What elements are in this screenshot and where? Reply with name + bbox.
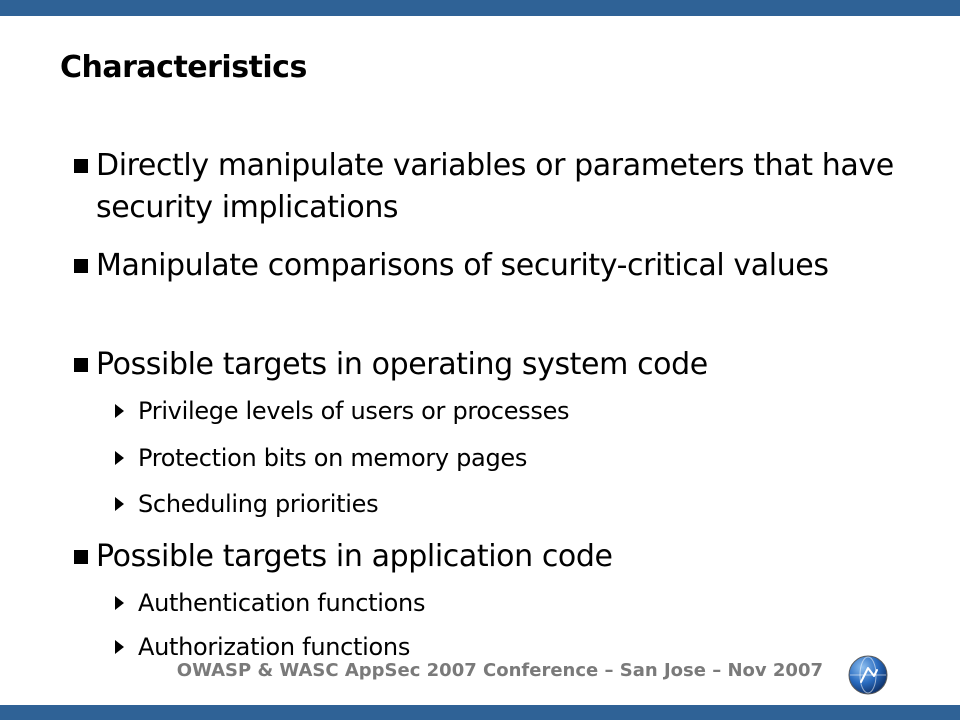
square-bullet-icon (74, 550, 88, 564)
sub-bullet-item (115, 396, 875, 426)
bullet-item (74, 536, 894, 578)
triangle-arrow-icon (115, 404, 124, 418)
bullet-text: Directly manipulate variables or parameters that have security implications (96, 148, 894, 225)
sub-bullet-text: Privilege levels of users or processes (138, 397, 570, 425)
bullet-item (74, 245, 894, 287)
sub-bullet-text: Scheduling priorities (138, 490, 379, 518)
sub-bullet-text: Authentication functions (138, 589, 426, 617)
sub-bullet-text: Authorization functions (138, 633, 411, 661)
owasp-globe-logo-icon (848, 655, 888, 695)
top-accent-bar (0, 0, 960, 16)
triangle-arrow-icon (115, 596, 124, 610)
sub-bullet-item (115, 443, 875, 473)
sub-bullet-item (115, 588, 875, 618)
square-bullet-icon (74, 159, 88, 173)
bullet-item (74, 344, 894, 386)
sub-bullet-item (115, 489, 875, 519)
sub-bullet-text: Protection bits on memory pages (138, 444, 528, 472)
slide-title: Characteristics (60, 50, 307, 85)
square-bullet-icon (74, 259, 88, 273)
bullet-text: Possible targets in application code (96, 539, 613, 574)
square-bullet-icon (74, 358, 88, 372)
triangle-arrow-icon (115, 497, 124, 511)
bottom-accent-bar (0, 705, 960, 720)
bullet-text: Possible targets in operating system code (96, 347, 708, 382)
bullet-text: Manipulate comparisons of security-critical values (96, 248, 829, 283)
sub-bullet-item (115, 632, 875, 662)
slide-footer: OWASP & WASC AppSec 2007 Conference – San Jose – Nov 2007 (176, 660, 823, 681)
bullet-item (74, 145, 894, 229)
triangle-arrow-icon (115, 640, 124, 654)
triangle-arrow-icon (115, 451, 124, 465)
